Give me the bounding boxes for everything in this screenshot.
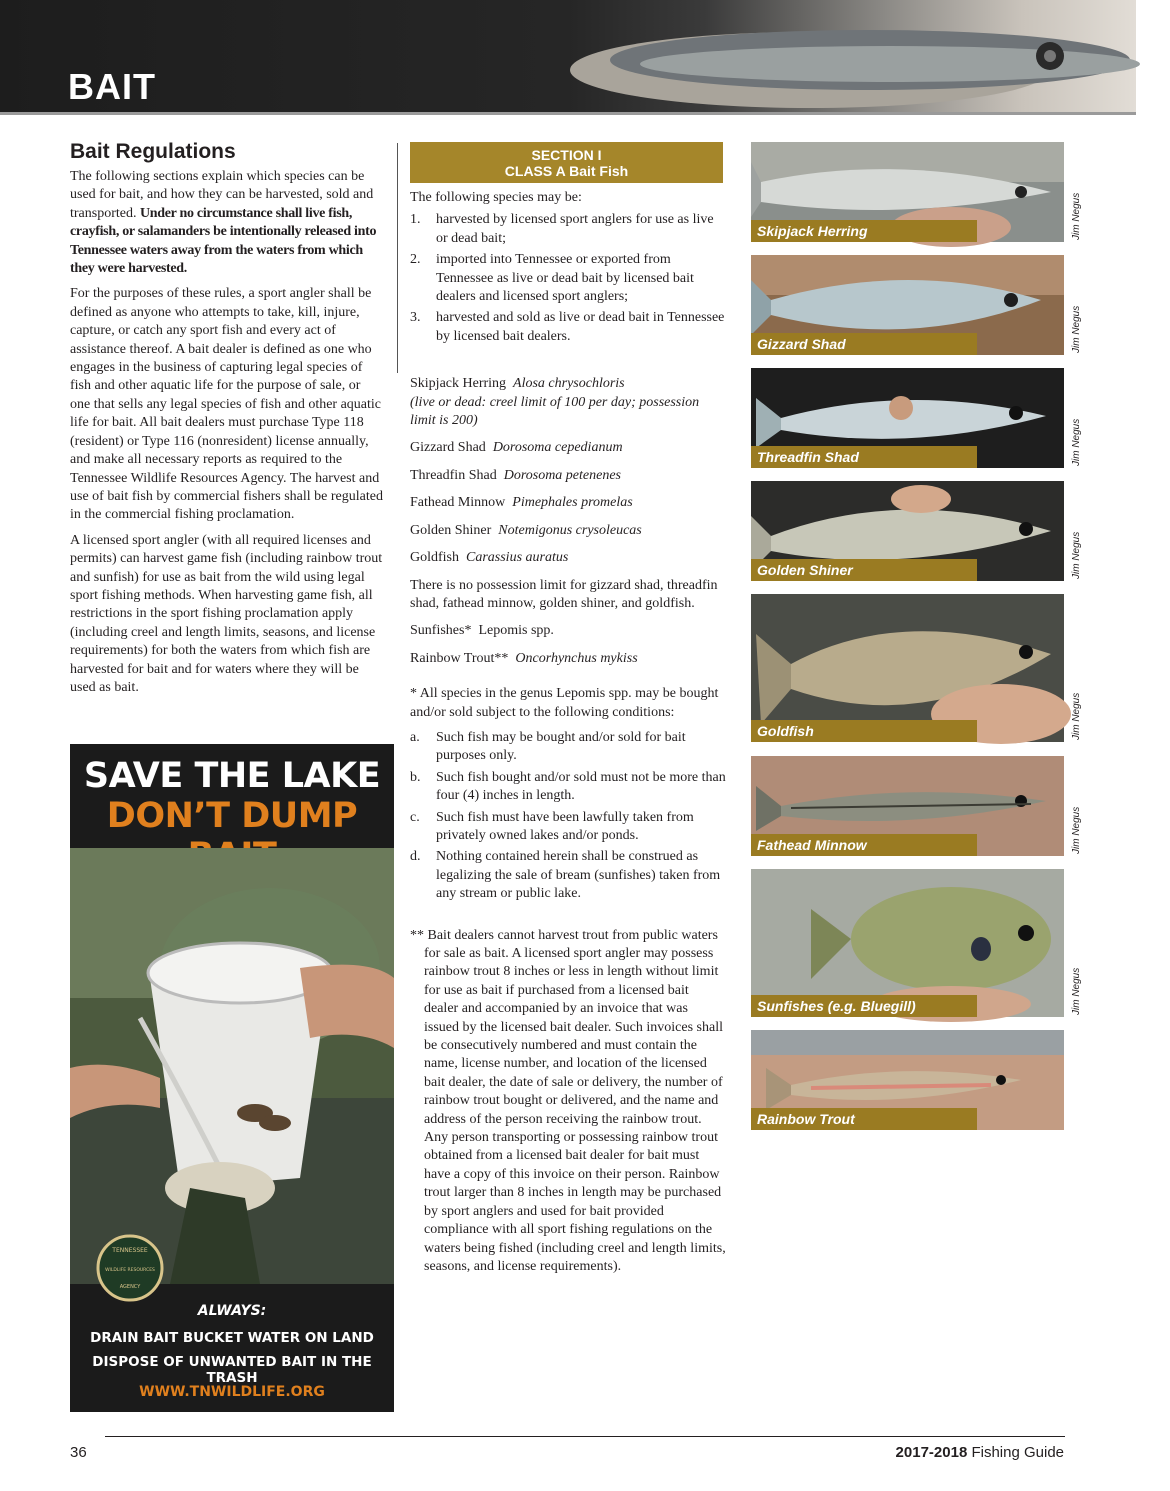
definitions-paragraph: For the purposes of these rules, a sport angler shall be defined as anyone who attempts to take, kill, injure, capture, or catch any sport fish and every act of assistance thereof. A bait dealer is defined as one who engages in the business of capturing legal species of fish and other aquatic life for the purpose of sale, or one that sells any legal species of fish and other aquatic life for bait. All bait dealers must purchase Type 118 (resident) or Type 116 (nonresident) license annually, and make all necessary reports as required to the Tennessee Wildlife Resources Agency. The harvest and use of bait fish by commercial fishers shall be regulated in the commercial fishing proclamation. bbox=[70, 286, 383, 523]
species-sunfish: Sunfishes* Lepomis spp. bbox=[410, 623, 554, 639]
intro-column bbox=[70, 168, 384, 704]
section-title: SECTION I bbox=[531, 147, 602, 163]
species-skipjack: Skipjack Herring Alosa chrysochloris bbox=[410, 376, 625, 392]
photo-caption: Threadfin Shad bbox=[751, 446, 977, 468]
photo-credit: Jim Negus bbox=[1071, 305, 1082, 353]
species-rainbow-trout: Rainbow Trout** Oncorhynchus mykiss bbox=[410, 650, 638, 666]
section-subtitle: CLASS A Bait Fish bbox=[504, 163, 629, 179]
list-item: a. Such fish may be bought and/or sold for bait purposes only. bbox=[410, 729, 686, 764]
ad-url: WWW.TNWILDLIFE.ORG bbox=[139, 1384, 325, 1400]
section-intro: The following species may be: bbox=[410, 190, 582, 205]
list-item: d. Nothing contained herein shall be construed as legalizing the sale of bream (sunfishes) taken from any stream or public lake. bbox=[410, 849, 721, 902]
photo-goldfish bbox=[751, 594, 1064, 742]
game-fish-paragraph: A licensed sport angler (with all required licenses and permits) can harvest game fish (including rainbow trout and sunfish) for use as bait from the wild using legal sport fishing methods. When harvesting game fish, all restrictions in the sport fishing proclamation apply (including creel and length limits, seasons, and license requirements) for both the waters from which fish are harvested for bait and for waters where they will be used as bait. bbox=[70, 532, 383, 695]
section-header bbox=[410, 142, 723, 183]
page-title: BAIT bbox=[68, 66, 156, 107]
ad-instruction-2: DISPOSE OF UNWANTED BAIT IN THE TRASH bbox=[92, 1354, 372, 1386]
photo-fathead-minnow bbox=[751, 756, 1064, 856]
photo-credit: Jim Negus bbox=[1071, 806, 1082, 854]
photo-gizzard-shad bbox=[751, 255, 1064, 355]
photo-credit: Jim Negus bbox=[1071, 967, 1082, 1015]
photo-caption: Rainbow Trout bbox=[751, 1108, 977, 1130]
seal-text-bottom: AGENCY bbox=[119, 1284, 141, 1290]
photo-credit: Jim Negus bbox=[1071, 692, 1082, 740]
footer-divider bbox=[105, 1436, 1065, 1437]
section-body bbox=[410, 189, 726, 1276]
species-goldfish: Goldfish Carassius auratus bbox=[410, 550, 569, 566]
seal-text-top: TENNESSEE bbox=[112, 1247, 148, 1254]
release-warning: Under no circumstance shall live fish, crayfish, or salamanders be intentionally released into Tennessee waters away from the waters from which they were harvested. bbox=[70, 205, 377, 277]
photo-rainbow-trout bbox=[751, 1030, 1064, 1130]
species-gizzard: Gizzard Shad Dorosoma cepedianum bbox=[410, 440, 623, 456]
column-divider bbox=[397, 143, 398, 373]
ad-headline-2: DON’T DUMP bbox=[106, 796, 358, 836]
photo-credit: Jim Negus bbox=[1071, 192, 1082, 240]
photo-skipjack-herring bbox=[751, 142, 1064, 242]
species-threadfin: Threadfin Shad Dorosoma petenenes bbox=[410, 467, 621, 483]
ad-headline-1: SAVE THE LAKE bbox=[83, 756, 381, 796]
header-banner bbox=[0, 0, 1136, 112]
photo-sunfish bbox=[751, 869, 1064, 1017]
permission-list bbox=[410, 211, 726, 346]
save-the-lake-ad bbox=[70, 744, 394, 1412]
photo-caption: Skipjack Herring bbox=[751, 220, 977, 242]
photo-caption: Golden Shiner bbox=[751, 559, 977, 581]
no-limit-note: There is no possession limit for gizzard shad, threadfin shad, fathead minnow, golden shiner, and goldfish. bbox=[410, 577, 718, 611]
photo-credit: Jim Negus bbox=[1071, 531, 1082, 579]
seal-text-mid: WILDLIFE RESOURCES bbox=[105, 1268, 155, 1273]
guide-title: 2017-2018 Fishing Guide bbox=[895, 1444, 1064, 1461]
ad-always-label: ALWAYS: bbox=[197, 1303, 267, 1319]
skipjack-limit-note: (live or dead: creel limit of 100 per day; possession limit is 200) bbox=[410, 394, 700, 429]
photo-caption: Fathead Minnow bbox=[751, 834, 977, 856]
photo-credit: Jim Negus bbox=[1071, 418, 1082, 466]
footnote-trout: ** Bait dealers cannot harvest trout from public waters for sale as bait. A licensed sport angler may possess rainbow trout 8 inches or less in length without limit for use as bait if purchased from a licensed bait dealer and accompanied by an invoice that was issued by the licensed bait dealer. Such invoices shall be consecutively numbered and must contain the name, license number, and location of the licensed bait dealer, the date of sale or delivery, the number of rainbow trout bought or delivered, and the name and address of the person receiving the rainbow trout. Any person transporting or possessing rainbow trout obtained from a licensed bait dealer for bait must have a copy of this invoice on their person. Rainbow trout larger than 8 inches in length may be purchased by sport anglers and used for bait provided compliance with all sport fishing regulations on the waters being fished (including creel and length limits, seasons, and license requirements). bbox=[410, 927, 726, 1274]
section-heading: Bait Regulations bbox=[70, 140, 236, 163]
bucket-photo bbox=[70, 848, 394, 1290]
footnote-sunfish: * All species in the genus Lepomis spp. may be bought and/or sold subject to the following conditions: bbox=[410, 686, 719, 720]
photo-golden-shiner bbox=[751, 481, 1064, 581]
ad-instruction-1: DRAIN BAIT BUCKET WATER ON LAND bbox=[90, 1330, 374, 1346]
list-item: 1. harvested by licensed sport anglers for use as live or dead bait; bbox=[410, 212, 714, 246]
list-item: c. Such fish must have been lawfully taken from privately owned lakes and/or ponds. bbox=[410, 809, 694, 843]
list-item: b. Such fish bought and/or sold must not be more than four (4) inches in length. bbox=[410, 769, 726, 804]
photo-caption: Sunfishes (e.g. Bluegill) bbox=[751, 995, 977, 1017]
condition-list bbox=[410, 729, 726, 904]
banner-divider bbox=[0, 112, 1136, 115]
species-fathead: Fathead Minnow Pimephales promelas bbox=[410, 495, 633, 511]
intro-paragraph: The following sections explain which species can be used for bait, and how they can be harvested, sold and transported. Under no circumstance shall live fish, crayfish, or salamanders be intentionally released into Tennessee waters away from the waters from which they were harvested. bbox=[70, 169, 377, 277]
fish-banner-image bbox=[610, 10, 1170, 80]
page-number: 36 bbox=[70, 1444, 87, 1461]
list-item: 2. imported into Tennessee or exported from Tennessee as live or dead bait by licensed bait dealers and licensed sport anglers; bbox=[410, 252, 694, 305]
list-item: 3. harvested and sold as live or dead bait in Tennessee by licensed bait dealers. bbox=[410, 310, 725, 344]
species-golden-shiner: Golden Shiner Notemigonus crysoleucas bbox=[410, 522, 642, 538]
photo-caption: Goldfish bbox=[751, 720, 977, 742]
photo-threadfin-shad bbox=[751, 368, 1064, 468]
photo-caption: Gizzard Shad bbox=[751, 333, 977, 355]
